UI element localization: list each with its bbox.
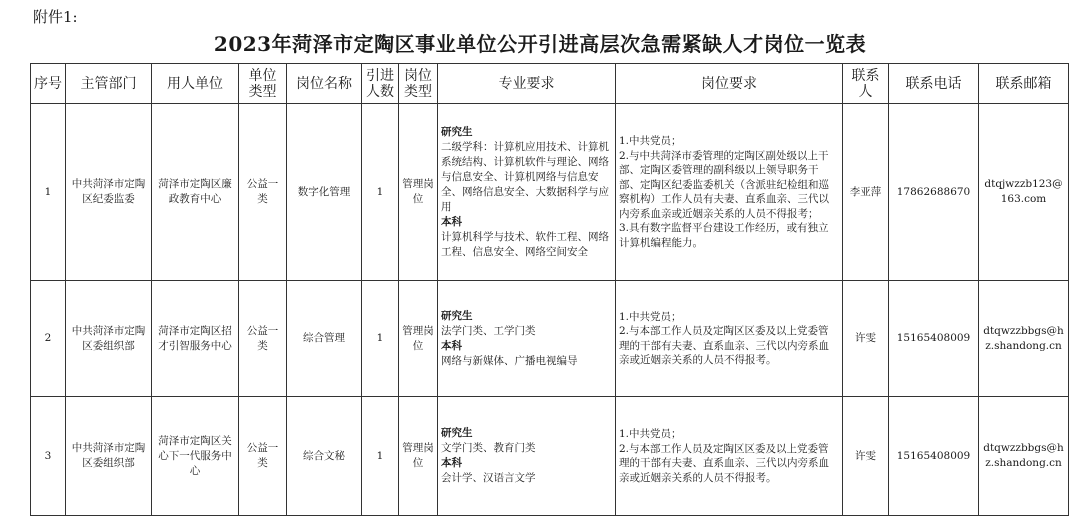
document-title: 2023年菏泽市定陶区事业单位公开引进高层次急需紧缺人才岗位一览表 <box>213 32 867 56</box>
major-cell <box>438 281 616 397</box>
major-level-label: 本科 <box>441 339 462 352</box>
header-cell-employer: 用人单位 <box>152 64 239 104</box>
major-subjects: 计算机科学与技术、软件工程、网络工程、信息安全、网络空间安全 <box>441 230 609 258</box>
employer-cell: 菏泽市定陶区廉政教育中心 <box>152 104 239 281</box>
major-cell <box>438 397 616 516</box>
requirement-item: 2.与中共菏泽市委管理的定陶区副处级以上干部、定陶区委管理的副科级以上领导职务干部、定陶区纪委监委机关（含派驻纪检组和巡察机构）工作人员有夫妻、直系血亲、三代以内旁系血亲或近姻亲关系的人员不得报考； <box>619 149 829 220</box>
header-cell-major: 专业要求 <box>438 64 616 104</box>
phone-cell: 17862688670 <box>889 104 979 281</box>
requirements-cell <box>616 281 843 397</box>
count-cell: 1 <box>362 281 399 397</box>
table-row <box>31 104 1069 281</box>
phone-cell: 15165408009 <box>889 397 979 516</box>
header-cell-department: 主管部门 <box>66 64 152 104</box>
position-cell: 综合管理 <box>287 281 362 397</box>
unit-type-cell: 公益一类 <box>239 281 287 397</box>
requirements-cell <box>616 104 843 281</box>
position-cell: 综合文秘 <box>287 397 362 516</box>
department-cell: 中共菏泽市定陶区纪委监委 <box>66 104 152 281</box>
table-header-row <box>31 64 1069 104</box>
contact-cell: 许雯 <box>843 281 889 397</box>
count-cell: 1 <box>362 104 399 281</box>
email-cell: dtqjwzzb123@163.com <box>979 104 1069 281</box>
major-subjects: 法学门类、工学门类 <box>441 324 536 337</box>
header-cell-unit-type: 单位类型 <box>239 64 287 104</box>
table-row <box>31 281 1069 397</box>
requirement-item: 1.中共党员； <box>619 135 682 147</box>
major-subjects: 二级学科：计算机应用技术、计算机系统结构、计算机软件与理论、网络与信息安全、计算机网络与信息安全、网络信息安全、大数据科学与应用 <box>441 140 609 213</box>
header-cell-phone: 联系电话 <box>889 64 979 104</box>
email-cell: dtqwzzbbgs@hz.shandong.cn <box>979 281 1069 397</box>
phone-cell: 15165408009 <box>889 281 979 397</box>
table-row <box>31 397 1069 516</box>
contact-cell: 李亚萍 <box>843 104 889 281</box>
row-number: 2 <box>31 281 66 397</box>
requirement-item: 1.中共党员； <box>619 428 682 440</box>
row-number: 3 <box>31 397 66 516</box>
requirement-item: 2.与本部工作人员及定陶区区委及以上党委管理的干部有夫妻、直系血亲、三代以内旁系血亲或近姻亲关系的人员不得报考。 <box>619 442 829 484</box>
requirement-item: 2.与本部工作人员及定陶区区委及以上党委管理的干部有夫妻、直系血亲、三代以内旁系血亲或近姻亲关系的人员不得报考。 <box>619 325 829 366</box>
major-cell <box>438 104 616 281</box>
email-cell: dtqwzzbbgs@hz.shandong.cn <box>979 397 1069 516</box>
major-level-label: 研究生 <box>441 427 473 439</box>
requirement-item: 1.中共党员； <box>619 310 682 323</box>
positions-table <box>30 63 1069 516</box>
major-level-label: 本科 <box>441 457 462 469</box>
header-cell-contact: 联系人 <box>843 64 889 104</box>
row-number: 1 <box>31 104 66 281</box>
header-cell-no: 序号 <box>31 64 66 104</box>
attachment-label: 附件1: <box>33 8 78 26</box>
major-level-label: 本科 <box>441 215 462 228</box>
department-cell: 中共菏泽市定陶区委组织部 <box>66 397 152 516</box>
requirements-cell <box>616 397 843 516</box>
post-type-cell: 管理岗位 <box>399 281 438 397</box>
post-type-cell: 管理岗位 <box>399 104 438 281</box>
requirement-item: 3.具有数字监督平台建设工作经历，或有独立计算机编程能力。 <box>619 222 829 249</box>
employer-cell: 菏泽市定陶区招才引智服务中心 <box>152 281 239 397</box>
major-level-label: 研究生 <box>441 125 473 138</box>
header-cell-position: 岗位名称 <box>287 64 362 104</box>
major-level-label: 研究生 <box>441 309 473 322</box>
major-subjects: 文学门类、教育门类 <box>441 442 536 454</box>
count-cell: 1 <box>362 397 399 516</box>
employer-cell: 菏泽市定陶区关心下一代服务中心 <box>152 397 239 516</box>
header-cell-email: 联系邮箱 <box>979 64 1069 104</box>
post-type-cell: 管理岗位 <box>399 397 438 516</box>
position-cell: 数字化管理 <box>287 104 362 281</box>
unit-type-cell: 公益一类 <box>239 397 287 516</box>
major-subjects: 网络与新媒体、广播电视编导 <box>441 354 578 367</box>
header-cell-count: 引进人数 <box>362 64 399 104</box>
contact-cell: 许雯 <box>843 397 889 516</box>
header-cell-post-type: 岗位类型 <box>399 64 438 104</box>
header-cell-requirements: 岗位要求 <box>616 64 843 104</box>
major-subjects: 会计学、汉语言文学 <box>441 472 536 484</box>
unit-type-cell: 公益一类 <box>239 104 287 281</box>
department-cell: 中共菏泽市定陶区委组织部 <box>66 281 152 397</box>
